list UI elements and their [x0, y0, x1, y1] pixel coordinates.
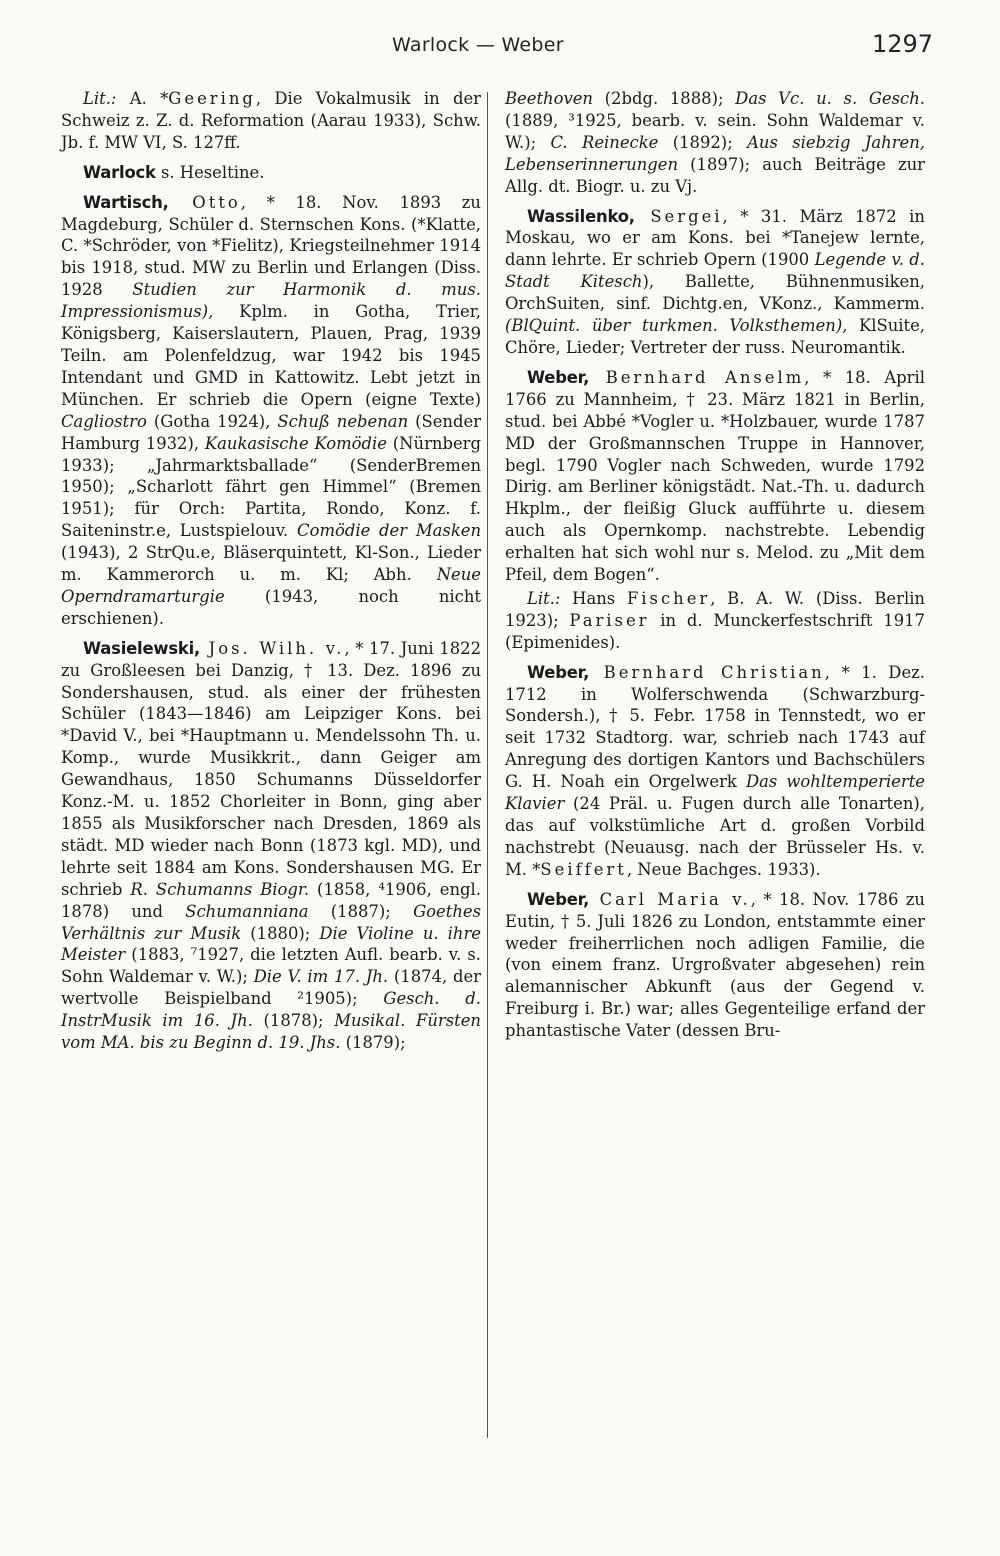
text: , * 1. Dez. 1712 in Wolferschwenda (Schwarzburg-Sondersh.), † 5. Febr. 1758 in Tennstedt, wo er seit 1732 Stadtorg. war, schrieb nach 1743 auf Anregung des dortigen Kantors und Bachschülers G. H. Noah ein Orgelwerk — [505, 662, 925, 792]
text: Hans — [560, 588, 627, 608]
headword: Weber, — [527, 889, 590, 909]
headword: Warlock — [83, 162, 156, 182]
text: (Sender Hamburg 1932), — [61, 411, 482, 453]
text: (1858, ⁴1906, engl. 1878) und — [61, 879, 481, 921]
italic-title: (BlQuint. über turkmen. Volksthemen), — [505, 316, 848, 336]
text: , * 18. April 1766 zu Mannheim, † 23. März 1821 in Berlin, stud. bei Abbé *Vogler u. *Holzbauer, wurde 1787 MD der Großmannschen Truppe in Hannover, begl. 1790 Vogler nach Schweden, wurde 1792 Dirig. am Berliner königstädt. Nat.-Th. u. dadurch Hkplm., der fleißig Gluck aufführte u. diesem auch als Opernkomp. nachstrebte. Lebendig erhalten hat sich wohl nur s. Melod. zu „Mit dem Pfeil, dem Bogen“. — [505, 367, 925, 585]
italic-title: Comödie der Masken — [297, 521, 482, 541]
spaced-name: Fischer — [626, 588, 711, 608]
italic-title: Das Vc. u. s. Gesch. — [735, 89, 925, 108]
italic-title: Die Violine u. ihre Meister — [61, 923, 482, 965]
text: (1892); — [658, 132, 748, 152]
italic-title: Schuß nebenan — [277, 411, 409, 431]
text: , * 18. Nov. 1893 zu Magdeburg, Schüler d. Sternschen Kons. (*Klatte, C. *Schröder, von *Fielitz), Kriegsteilnehmer 1914 bis 1918, stud. MW zu Berlin und Erlangen (Diss. 1928 — [61, 192, 481, 300]
text: A. * — [116, 89, 169, 108]
running-title: Warlock — Weber — [392, 34, 564, 56]
italic-title: Goethes Verhältnis zur Musik — [61, 901, 481, 943]
headword: Weber, — [527, 662, 590, 682]
text: (2bdg. 1888); — [592, 89, 736, 108]
italic-title: C. Reinecke — [550, 132, 659, 152]
entry-lit-weber — [505, 588, 925, 654]
entry-wartisch — [61, 192, 481, 630]
text: (24 Präl. u. Fugen durch alle Tonarten), das auf volkstümliche Art d. großen Vorbild nachstrebt (Neuausg. nach der Brüsseler Hs. v. M. * — [505, 794, 925, 879]
page-header — [0, 30, 1000, 64]
spaced-name: Otto — [168, 192, 241, 212]
text: , Die Vokalmusik in der Schweiz z. Z. d. Reformation (Aarau 1933), Schw. Jb. f. MW VI, S. 127ff. — [61, 89, 481, 152]
text: , * 17. Juni 1822 zu Großleesen bei Danzig, † 13. Dez. 1896 zu Sondershausen, stud. als einer der frühesten Schüler (1843—1846) am Leipziger Kons. bei *David V., bei *Hauptmann u. Mendelssohn Th. u. Komp., wurde Musikkrit., dann Geiger am Gewandhaus, 1850 Schumanns Düsseldorfer Konz.-M. u. 1852 Chorleiter in Bonn, ging aber 1855 als Musikforscher nach Dresden, 1869 als städt. MD wieder nach Bonn (1873 kgl. MD), und lehrte seit 1884 am Kons. Sondershausen MG. Er schrieb — [61, 638, 481, 899]
spaced-name: Jos. Wilh. v. — [200, 638, 345, 658]
text: (1878); — [252, 1011, 335, 1031]
italic-title: Musikal. Fürsten vom MA. bis zu Beginn d. 19. Jhs. — [61, 1011, 481, 1053]
spaced-name: Bernhard Anselm — [589, 367, 805, 387]
text: Kplm. in Gotha, Trier, Königsberg, Kaiserslautern, Plauen, Prag, 1939 Teiln. am Polenfeldzug, war 1942 bis 1945 Intendant und GMD in Kattowitz. Lebt jetzt in München. Er schrieb die Opern (eigne Texte) — [61, 302, 481, 409]
text: ), Ballette, Bühnenmusiken, OrchSuiten, sinf. Dichtg.en, VKonz., Kammerm. — [505, 272, 925, 314]
left-column — [61, 88, 481, 1062]
text: , * 31. März 1872 in Moskau, wo er am Kons. bei *Tanejew lernte, dann lehrte. Er schrieb Opern (1900 — [505, 206, 925, 270]
column-divider — [487, 92, 488, 1438]
italic-title: Gesch. d. InstrMusik im 16. Jh. — [61, 989, 481, 1031]
text: , * 18. Nov. 1786 zu Eutin, † 5. Juli 1826 zu London, entstammte einer weder freiherrlichen noch adligen Familie, die (von einem franz. Urgroßvater abgesehen) rein alemannischer Abkunft (aus der Gegend v. Freiburg i. Br.) war; alles Gegenteilige erfand der phantastische Vater (dessen Bru- — [505, 889, 925, 1041]
text: (1879); — [340, 1033, 406, 1053]
text: KlSuite, Chöre, Lieder; Vertreter der russ. Neuromantik. — [505, 316, 925, 357]
spaced-name: Sergei — [634, 206, 723, 226]
text: (1943), 2 StrQu.e, Bläserquintett, Kl-Son., Lieder m. Kammerorch u. m. Kl; Abh. — [61, 543, 481, 585]
italic-title: Die V. im 17. Jh. — [253, 967, 389, 987]
italic-title: Cagliostro — [61, 411, 147, 431]
italic-title: Beethoven — [505, 89, 593, 108]
headword: Wassilenko, — [527, 206, 635, 226]
headword: Wartisch, — [83, 192, 169, 212]
text: (1887); — [308, 901, 414, 921]
right-column — [505, 88, 925, 1050]
entry-wasielewski-continued — [505, 88, 925, 198]
headword: Wasielewski, — [83, 638, 201, 658]
headword: Weber, — [527, 367, 590, 387]
text: (Nürnberg 1933); „Jahrmarktsballade“ (SenderBremen 1950); „Scharlott fährt gen Himmel“ (Bremen 1951); für Orch: Partita, Rondo, Konz. f. Saiteninstr.e, Lustspielouv. — [61, 433, 481, 541]
spaced-name: Pariser — [569, 610, 650, 630]
spaced-name: Geering — [168, 89, 256, 108]
italic-title: Neue Operndramarturgie — [61, 565, 481, 606]
italic-title: Aus siebzig Jahren, Lebenserinnerungen — [505, 132, 925, 174]
italic-title: Schumanniana — [185, 901, 309, 921]
text: (1897); auch Beiträge zur Allg. dt. Biogr. u. zu Vj. — [505, 154, 925, 196]
text: , Neue Bachges. 1933). — [626, 859, 821, 879]
italic-title: Studien zur Harmonik d. mus. Impressionismus), — [61, 280, 481, 322]
italic-title: Legende v. d. Stadt Kitesch — [505, 250, 925, 292]
lit-label: Lit.: — [83, 89, 117, 108]
text: (Gotha 1924), — [146, 411, 278, 431]
text: in d. Munckerfestschrift 1917 (Epimenides). — [505, 610, 925, 652]
entry-wassilenko — [505, 206, 925, 359]
text: , B. A. W. (Diss. Berlin 1923); — [505, 588, 925, 630]
entry-weber-bernhard-anselm — [505, 367, 925, 586]
text: (1889, ³1925, bearb. v. sein. Sohn Waldemar v. W.); — [505, 110, 925, 152]
entry-weber-bernhard-christian — [505, 662, 925, 881]
entry-weber-carl-maria — [505, 889, 925, 1042]
spaced-name: Carl Maria v. — [589, 889, 751, 909]
spaced-name: Seiffert — [540, 859, 627, 879]
italic-title: Das wohltemperierte Klavier — [505, 772, 926, 814]
italic-title: Kaukasische Komödie — [204, 433, 387, 453]
italic-title: R. Schumanns Biogr. — [130, 879, 310, 899]
lit-label: Lit.: — [527, 588, 561, 608]
text: (1880); — [241, 923, 320, 943]
text: s. Heseltine. — [155, 162, 265, 182]
text: (1883, ⁷1927, die letzten Aufl. bearb. v. s. Sohn Waldemar v. W.); — [61, 945, 481, 987]
page-number: 1297 — [872, 30, 934, 58]
text: (1943, noch nicht erschienen). — [61, 586, 481, 628]
entry-wasielewski — [61, 638, 481, 1054]
entry-lit-geering — [61, 88, 481, 154]
entry-warlock — [61, 162, 481, 184]
spaced-name: Bernhard Christian — [589, 662, 825, 682]
text: (1874, der wertvolle Beispielband ²1905); — [61, 967, 481, 1009]
